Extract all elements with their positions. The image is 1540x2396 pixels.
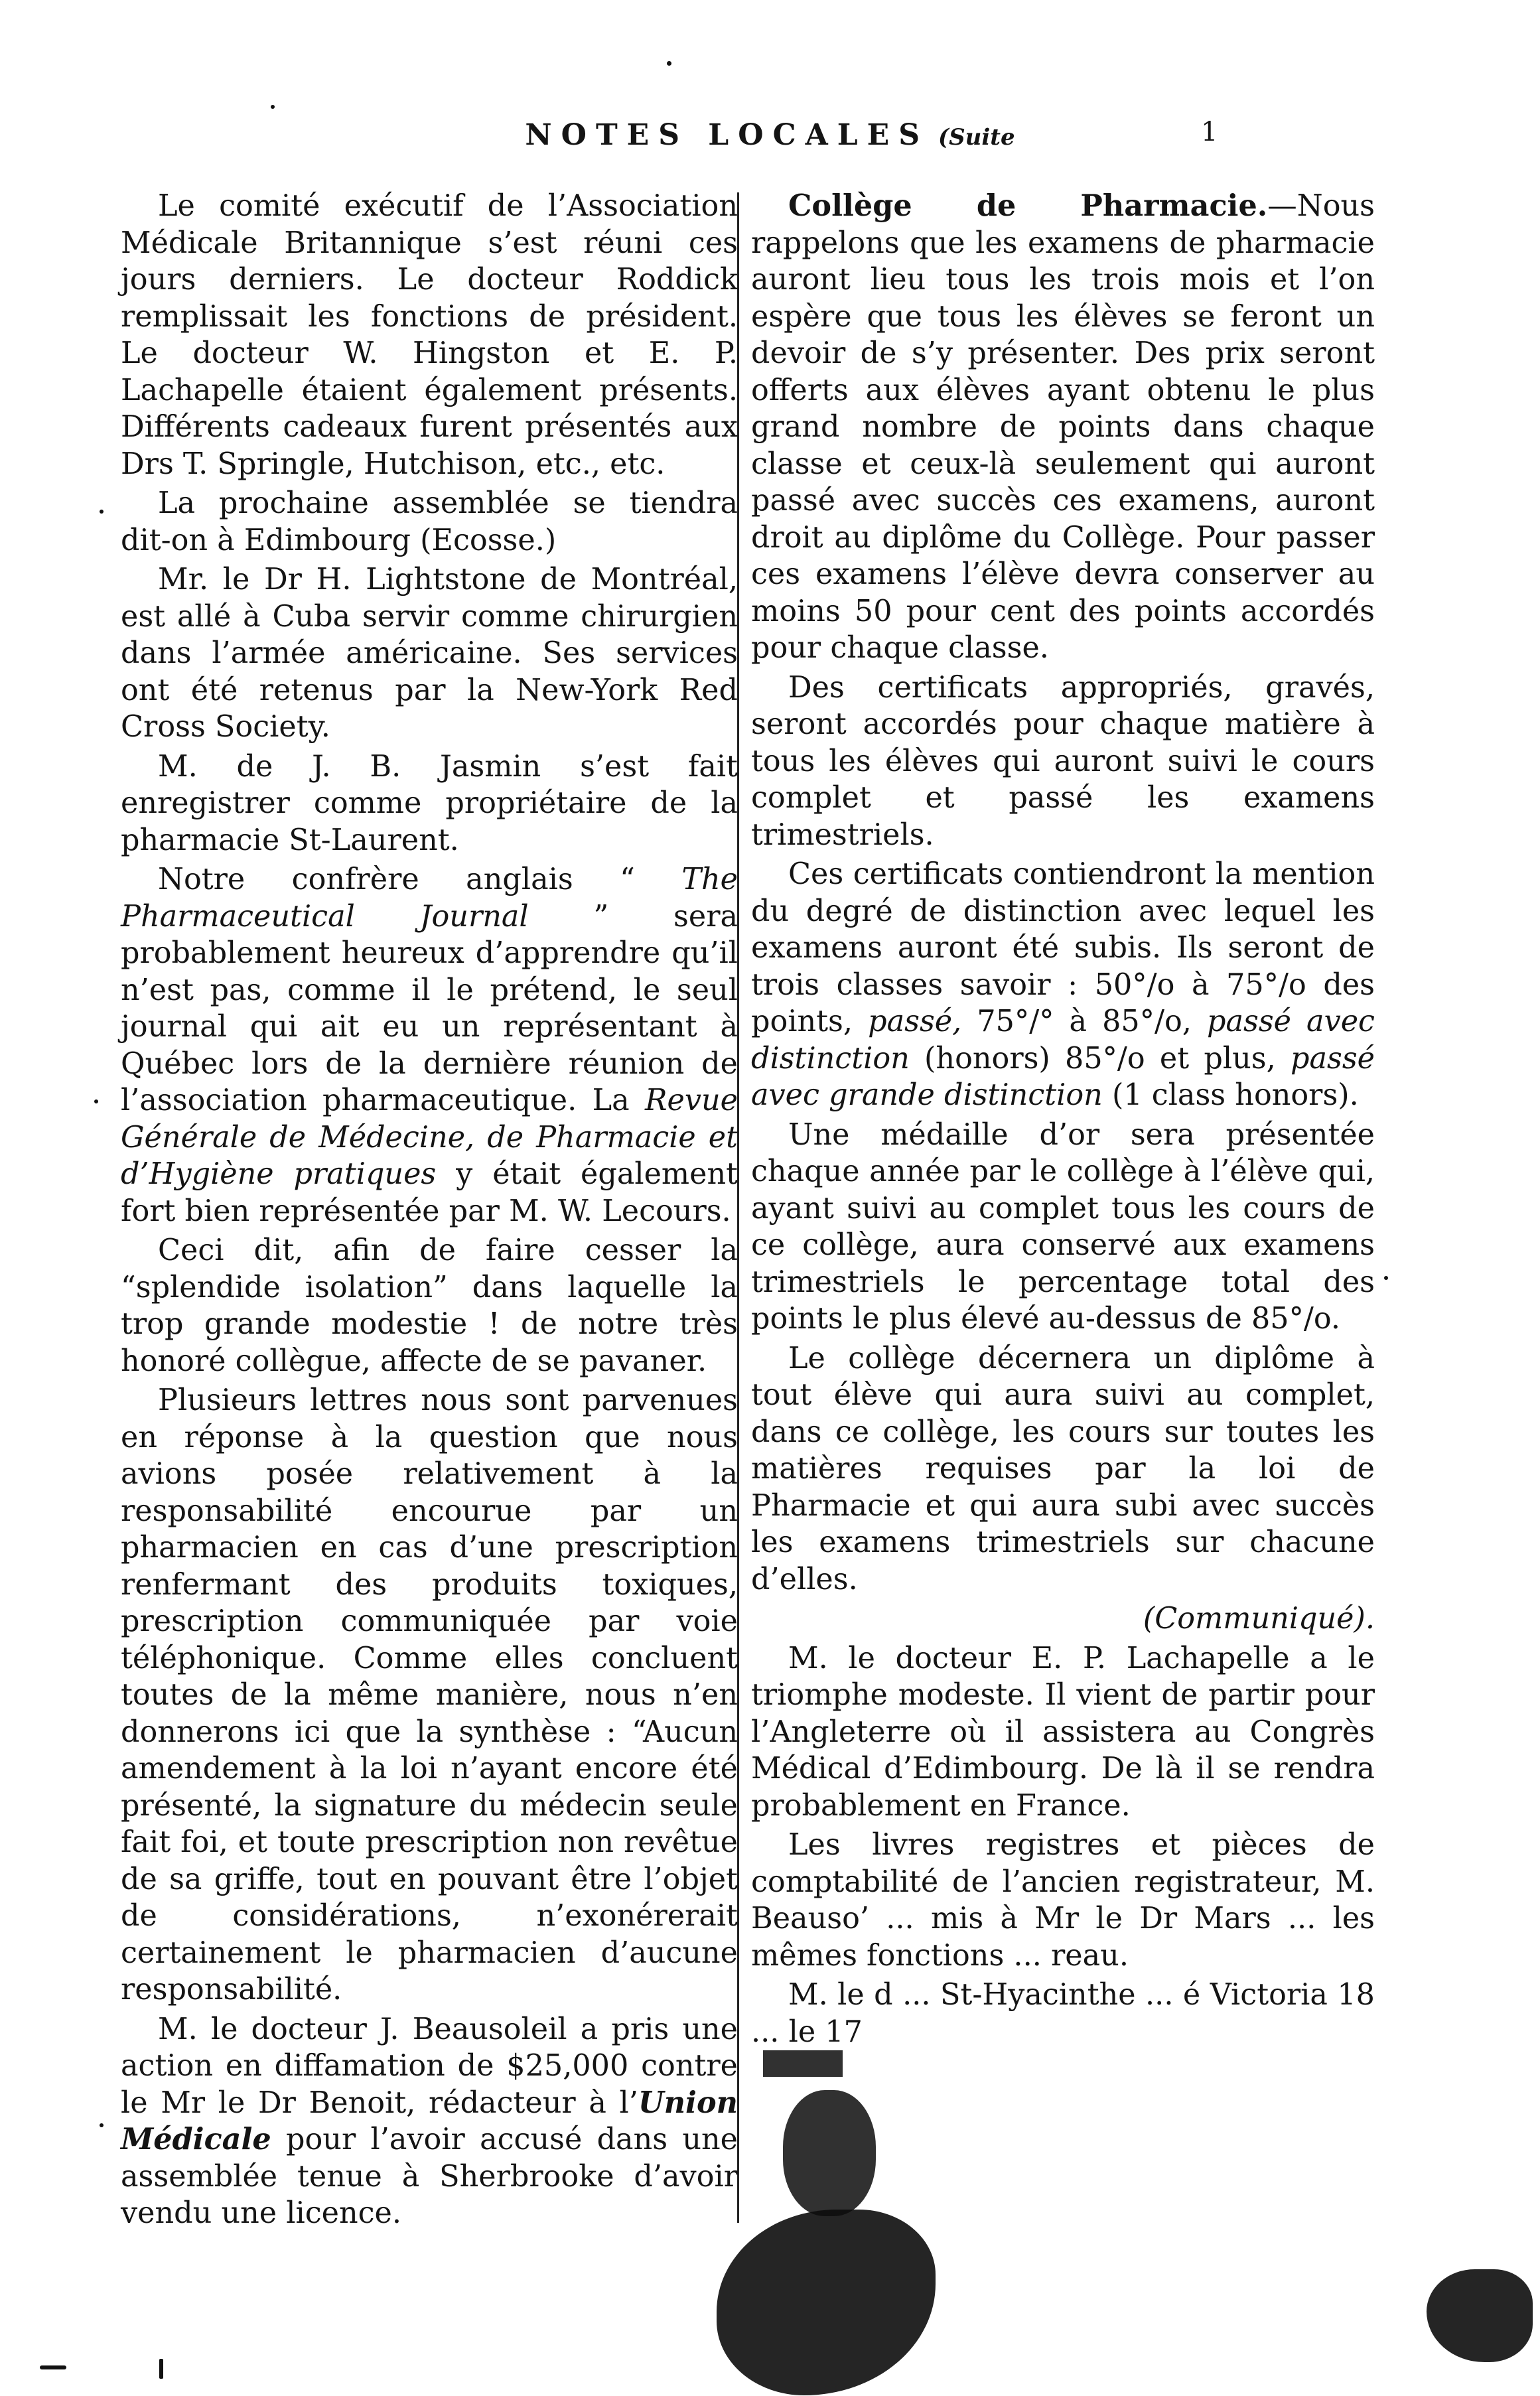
- text-run: Ces certificats contiendront la mention du degré de distinction avec lequel les examens auront été subis. Ils seront de trois classes savoir : 50°/o à 75°/o des points,: [751, 857, 1375, 1038]
- text-run: 75°/° à 85°/o,: [961, 1005, 1207, 1038]
- left-column: [121, 188, 738, 2235]
- ink-blot: [783, 2090, 876, 2216]
- text-run: Notre confrère anglais “: [158, 863, 682, 896]
- text-run: passé avec grande distinction: [751, 1041, 1375, 1112]
- paragraph: Ceci dit, afin de faire cesser la “splendide isolation” dans laquelle la trop grande modestie ! de notre très honoré collègue, affecte de se pavaner.: [121, 1233, 738, 1378]
- journal-title: Revue Générale de Médecine, de Pharmacie et d’Hygiène pratiques: [121, 1084, 738, 1191]
- page-mark: 1: [1201, 117, 1218, 147]
- ink-blot: [763, 2050, 843, 2077]
- ink-blot: [1427, 2269, 1533, 2362]
- speck: [40, 2365, 66, 2369]
- paragraph: La prochaine assemblée se tiendra dit-on à Edimbourg (Ecosse.): [121, 486, 738, 557]
- section-heading: Collège de Pharmacie.: [788, 188, 1268, 223]
- paragraph: M. le docteur E. P. Lachapelle a le triomphe modeste. Il vient de partir pour l’Angleterre où il assistera au Congrès Médical d’Edimbourg. De là il se rendra probablement en France.: [751, 1641, 1375, 1823]
- text-run: passé,: [868, 1005, 962, 1038]
- speck: [159, 2359, 163, 2379]
- ink-blot: [717, 2210, 936, 2395]
- text-run: M. le docteur J. Beausoleil a pris une action en diffamation de $25,000 contre le Mr le Dr Benoit, rédacteur à l’: [121, 2012, 738, 2120]
- text-run: ” sera probablement heureux d’apprendre qu’il n’est pas, comme il le prétend, le seul journal qui ait eu un représentant à Québec lors de la dernière réunion de l’association pharmaceutique. La: [121, 899, 738, 1117]
- speck: [94, 1099, 98, 1103]
- journal-title: Union Médicale: [121, 2085, 738, 2156]
- text-run: (honors) 85°/o et plus,: [909, 1041, 1291, 1076]
- speck: [100, 510, 104, 514]
- text-run: pour l’avoir accusé dans une assemblée tenue à Sherbrooke d’avoir vendu une licence.: [121, 2123, 738, 2230]
- paragraph: Le collège décernera un diplôme à tout élève qui aura suivi au complet, dans ce collège, les cours sur toutes les matières requises par la loi de Pharmacie et qui aura subi avec succès les examens trimestriels sur chacune d’elles.: [751, 1341, 1375, 1596]
- paragraph: [121, 2011, 738, 2232]
- right-column: [751, 188, 1375, 2053]
- speck: [271, 105, 275, 109]
- text-run: (1 class honors).: [1102, 1078, 1359, 1112]
- paragraph-damaged: Les livres registres et pièces de comptabilité de l’ancien registrateur, M. Beauso’ ... mis à Mr le Dr Mars ... les mêmes fonctions ... reau.: [751, 1828, 1375, 1973]
- signoff: (Communiqué).: [1143, 1602, 1375, 1636]
- speck: [1384, 1276, 1388, 1280]
- paragraph: Le comité exécutif de l’Association Médicale Britannique s’est réuni ces jours derniers. Le docteur Roddick remplissait les fonctions de président. Le docteur W. Hingston et E. P. Lachapelle étaient également présents. Différents cadeaux furent présentés aux Drs T. Springle, Hutchison, etc., etc.: [121, 189, 738, 481]
- paragraph: M. de J. B. Jasmin s’est fait enregistrer comme propriétaire de la pharmacie St-Laurent.: [121, 749, 738, 857]
- paragraph: Une médaille d’or sera présentée chaque année par le collège à l’élève qui, ayant suivi au complet tous les cours de ce collège, aura conservé aux examens trimestriels le percentage total des points le plus élevé au-dessus de 85°/o.: [751, 1117, 1375, 1336]
- paragraph-damaged: M. le d ... St-Hyacinthe ... é Victoria 18 ... le 17: [751, 1978, 1375, 2049]
- text-run: —Nous rappelons que les examens de pharmacie auront lieu tous les trois mois et l’on espère que tous les élèves se feront un devoir de s’y présenter. Des prix seront offerts aux élèves ayant obtenu le plus grand nombre de points dans chaque classe et ceux-là seulement qui auront passé avec succès ces examens, auront droit au diplôme du Collège. Pour passer ces examens l’élève devra conserver au moins 50 pour cent des points accordés pour chaque classe.: [751, 189, 1375, 665]
- section-title: NOTES LOCALES: [525, 118, 929, 152]
- text-run: passé avec distinction: [751, 1005, 1375, 1076]
- speck: [100, 2123, 104, 2127]
- running-header: [0, 118, 1540, 152]
- paragraph: Mr. le Dr H. Lightstone de Montréal, est allé à Cuba servir comme chirurgien dans l’armée américaine. Ses services ont été retenus par la New-York Red Cross Society.: [121, 563, 738, 744]
- paragraph: Plusieurs lettres nous sont parvenues en réponse à la question que nous avions posée relativement à la responsabilité encourue par un pharmacien en cas d’une prescription renfermant des produits toxiques, prescription communiquée par voie téléphonique. Comme elles concluent toutes de la même manière, nous n’en donnerons ici que la synthèse : “Aucun amendement à la loi n’ayant encore été présenté, la signature du médecin seule fait foi, et toute prescription non revêtue de sa griffe, tout en pouvant être l’objet de considérations, n’exonérerait certainement le pharmacien d’aucune responsabilité.: [121, 1383, 738, 2007]
- speck: [667, 61, 671, 66]
- section-suite: (Suite: [938, 124, 1015, 151]
- paragraph: [751, 188, 1375, 667]
- paragraph: Des certificats appropriés, gravés, seront accordés pour chaque matière à tous les élèves qui auront suivi le cours complet et passé les examens trimestriels.: [751, 670, 1375, 852]
- journal-title: The Pharmaceutical Journal: [121, 863, 738, 934]
- paragraph: [751, 856, 1375, 1114]
- paragraph: [121, 861, 738, 1230]
- text-run: y était également fort bien représentée par M. W. Lecours.: [121, 1157, 738, 1228]
